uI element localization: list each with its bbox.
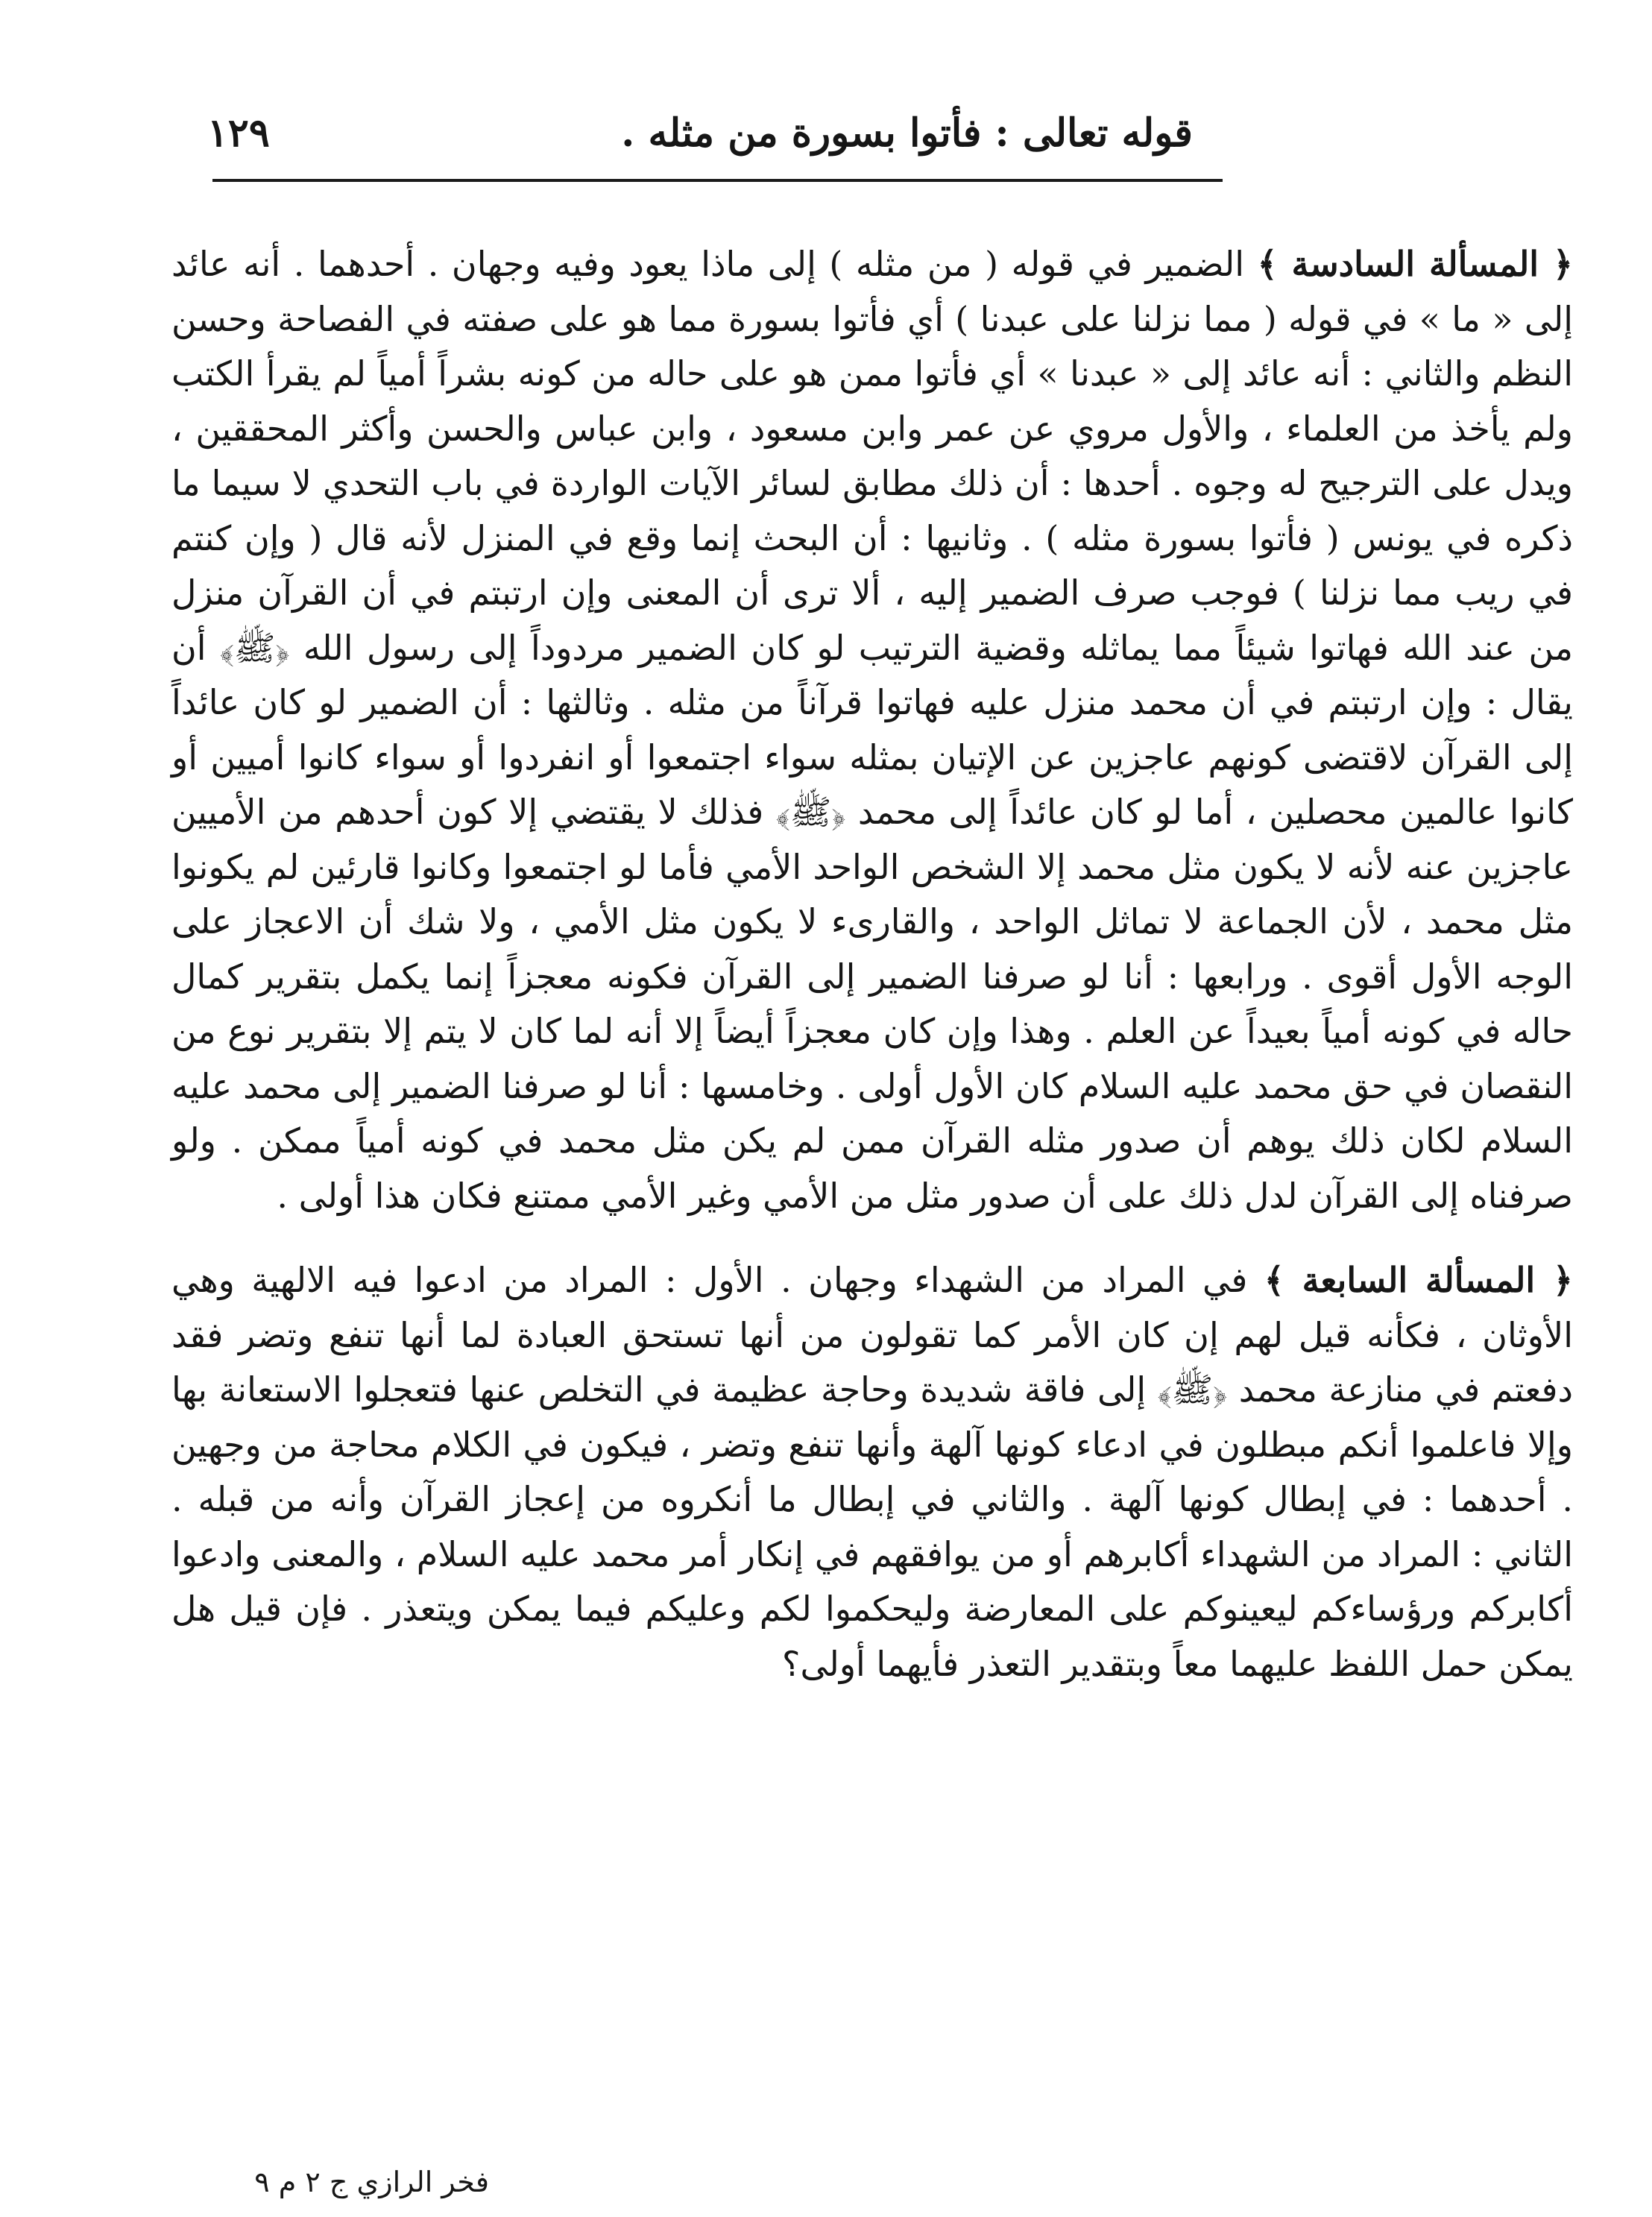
header-rule — [212, 179, 1223, 182]
section-paragraph-6 — [171, 237, 1573, 1223]
running-header — [201, 104, 1215, 171]
section-text-6: الضمير في قوله ( من مثله ) إلى ماذا يعود وفيه وجهان . أحدهما . أنه عائد إلى « ما » في قوله ( مما نزلنا على عبدنا ) أي فأتوا بسورة مما هو على صفته في الفصاحة وحسن النظم والثاني : أنه عائد إلى « عبدنا » أي فأتوا ممن هو على حاله من كونه بشراً أمياً لم يقرأ الكتب ولم يأخذ من العلماء ، والأول مروي عن عمر وابن مسعود ، وابن عباس والحسن وأكثر المحققين ، ويدل على الترجيح له وجوه . أحدها : أن ذلك مطابق لسائر الآيات الواردة في باب التحدي لا سيما ما ذكره في يونس ( فأتوا بسورة مثله ) . وثانيها : أن البحث إنما وقع في المنزل لأنه قال ( وإن كنتم في ريب مما نزلنا ) فوجب صرف الضمير إليه ، ألا ترى أن المعنى وإن ارتبتم في أن القرآن منزل من عند الله فهاتوا شيئاً مما يماثله وقضية الترتيب لو كان الضمير مردوداً إلى رسول الله ﴿ﷺ﴾ أن يقال : وإن ارتبتم في أن محمد منزل عليه فهاتوا قرآناً من مثله . وثالثها : أن الضمير لو كان عائداً إلى القرآن لاقتضى كونهم عاجزين عن الإتيان بمثله سواء اجتمعوا أو انفردوا أو سواء كانوا أميين أو كانوا عالمين محصلين ، أما لو كان عائداً إلى محمد ﴿ﷺ﴾ فذلك لا يقتضي إلا كون أحدهم من الأميين عاجزين عنه لأنه لا يكون مثل محمد إلا الشخص الواحد الأمي فأما لو اجتمعوا وكانوا قارئين لم يكونوا مثل محمد ، لأن الجماعة لا تماثل الواحد ، والقارىء لا يكون مثل الأمي ، ولا شك أن الاعجاز على الوجه الأول أقوى . ورابعها : أنا لو صرفنا الضمير إلى القرآن فكونه معجزاً إنما يكمل بتقرير كمال حاله في كونه أمياً بعيداً عن العلم . وهذا وإن كان معجزاً أيضاً إلا أنه لما كان لا يتم إلا بتقرير نوع من النقصان في حق محمد عليه السلام كان الأول أولى . وخامسها : أنا لو صرفنا الضمير إلى محمد عليه السلام لكان ذلك يوهم أن صدور مثله القرآن ممن لم يكن مثل محمد في كونه أمياً ممكن . ولو صرفناه إلى القرآن لدل ذلك على أن صدور مثل من الأمي وغير الأمي ممتنع فكان هذا أولى . — [171, 244, 1573, 1216]
page-number: ١٢٩ — [207, 110, 270, 156]
section-text-7: في المراد من الشهداء وجهان . الأول : المراد من ادعوا فيه الالهية وهي الأوثان ، فكأنه قيل لهم إن كان الأمر كما تقولون من أنها تستحق العبادة لما أنها تنفع وتضر فقد دفعتم في منازعة محمد ﴿ﷺ﴾ إلى فاقة شديدة وحاجة عظيمة في التخلص عنها فتعجلوا الاستعانة بها وإلا فاعلموا أنكم مبطلون في ادعاء كونها آلهة وأنها تنفع وتضر ، فيكون في الكلام محاجة من وجهين . أحدهما : في إبطال كونها آلهة . والثاني في إبطال ما أنكروه من إعجاز القرآن وأنه من قبله . الثاني : المراد من الشهداء أكابرهم أو من يوافقهم في إنكار أمر محمد عليه السلام ، والمعنى وادعوا أكابركم ورؤساءكم ليعينوكم على المعارضة وليحكموا لكم وعليكم فيما يمكن ويتعذر . فإن قيل هل يمكن حمل اللفظ عليهما معاً وبتقدير التعذر فأيهما أولى؟ — [171, 1260, 1573, 1684]
section-heading-7: ﴿ المسألة السابعة ﴾ — [1264, 1260, 1573, 1300]
main-text — [171, 237, 1573, 1691]
section-heading-6: ﴿ المسألة السادسة ﴾ — [1257, 244, 1573, 284]
footer-signature: فخر الرازي ج ٢ م ٩ — [254, 2166, 489, 2198]
section-paragraph-7 — [171, 1253, 1573, 1691]
running-title: قوله تعالى : فأتوا بسورة من مثله . — [621, 110, 1193, 156]
